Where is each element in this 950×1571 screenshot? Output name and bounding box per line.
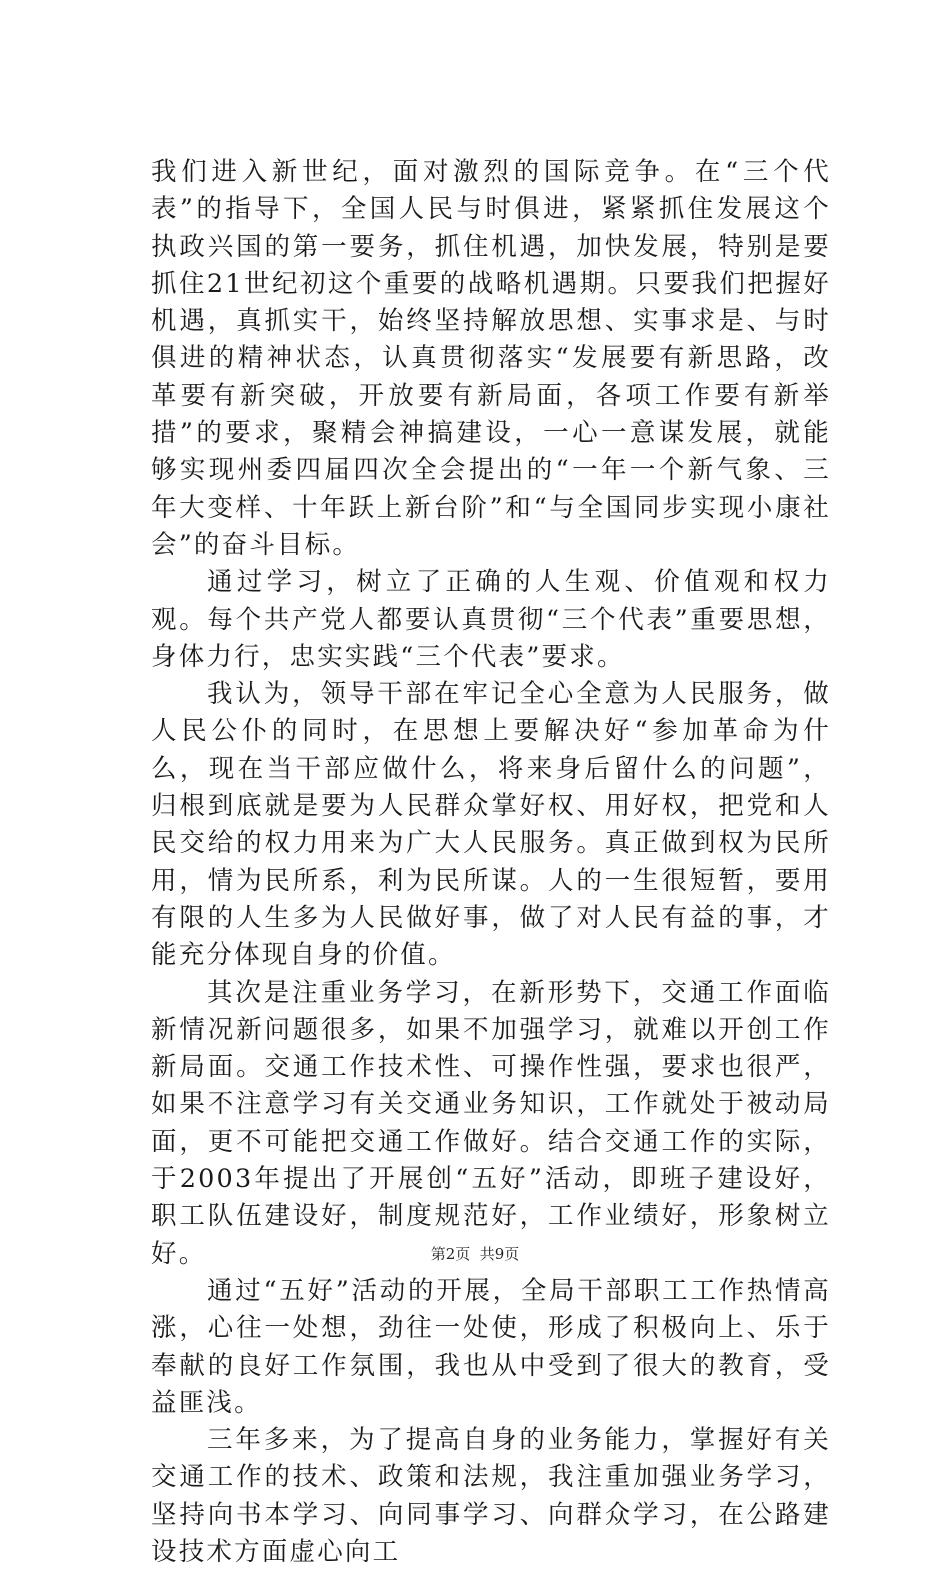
paragraph-2: 通过学习，树立了正确的人生观、价值观和权力观。每个共产党人都要认真贯彻“三个代表”重要思想，身体力行，忠实实践“三个代表”要求。 [151, 567, 831, 672]
paragraph-3: 我认为，领导干部在牢记全心全意为人民服务，做人民公仆的同时，在思想上要解决好“参加革命为什么，现在当干部应做什么，将来身后留什么的问题”，归根到底就是要为人民群众掌好权、用好权，把党和人民交给的权力用来为广大人民服务。真正做到权为民所用，情为民所系，利为民所谋。人的一生很短暂，要用有限的人生多为人民做好事，做了对人民有益的事，才能充分体现自身的价值。 [151, 679, 831, 971]
paragraph-1: 我们进入新世纪，面对激烈的国际竞争。在“三个代表”的指导下，全国人民与时俱进，紧紧抓住发展这个执政兴国的第一要务，抓住机遇，加快发展，特别是要抓住21世纪初这个重要的战略机遇期。只要我们把握好机遇，真抓实干，始终坚持解放思想、实事求是、与时俱进的精神状态，认真贯彻落实“发展要有新思路，改革要有新突破，开放要有新局面，各项工作要有新举措”的要求，聚精会神搞建设，一心一意谋发展，就能够实现州委四届四次全会提出的“一年一个新气象、三年大变样、十年跃上新台阶”和“与全国同步实现小康社会”的奋斗目标。 [151, 157, 831, 560]
page-number-label: 第2页 共9页 [430, 1245, 520, 1263]
paragraph-6: 三年多来，为了提高自身的业务能力，掌握好有关交通工作的技术、政策和法规，我注重加强业务学习，坚持向书本学习、向同事学习、向群众学习，在公路建设技术方面虚心向工 [151, 1425, 831, 1567]
paragraph-4: 其次是注重业务学习，在新形势下，交通工作面临新情况新问题很多，如果不加强学习，就难以开创工作新局面。交通工作技术性、可操作性强，要求也很严，如果不注意学习有关交通业务知识，工作就处于被动局面，更不可能把交通工作做好。结合交通工作的实际，于2003年提出了开展创“五好”活动，即班子建设好，职工队伍建设好，制度规范好，工作业绩好，形象树立好。 [151, 977, 831, 1269]
body-text [151, 154, 831, 1571]
paragraph-5: 通过“五好”活动的开展，全局干部职工工作热情高涨，心往一处想，劲往一处使，形成了积极向上、乐于奉献的良好工作氛围，我也从中受到了很大的教育，受益匪浅。 [151, 1275, 831, 1418]
page-footer [0, 1244, 950, 1264]
